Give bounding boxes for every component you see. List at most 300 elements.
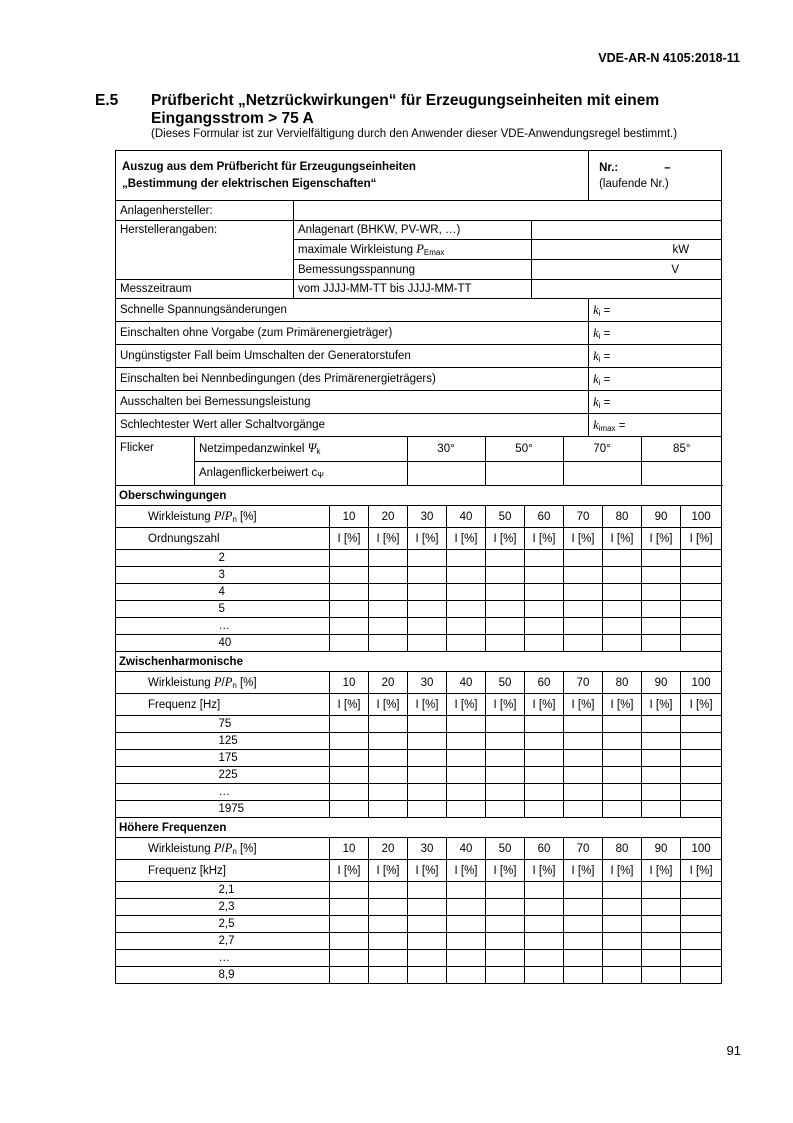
- measurement-cell[interactable]: [369, 882, 408, 899]
- measurement-cell[interactable]: [408, 801, 447, 818]
- measurement-cell[interactable]: [447, 733, 486, 750]
- order-label: 8,9: [201, 967, 330, 984]
- measurement-cell[interactable]: [486, 967, 525, 984]
- measurement-cell[interactable]: [447, 618, 486, 635]
- k-value-field[interactable]: $k_i$ =: [589, 368, 722, 391]
- flicker-coeff-30[interactable]: [407, 461, 485, 485]
- measurement-cell[interactable]: [603, 733, 642, 750]
- current-unit: I [%]: [330, 860, 369, 882]
- section-number: E.5: [95, 92, 119, 109]
- power-label: Wirkleistung $P/P_n$ [%]: [116, 672, 330, 694]
- table-row: [116, 916, 722, 933]
- measurement-cell[interactable]: [681, 950, 722, 967]
- measurement-cell[interactable]: [330, 618, 369, 635]
- section-note: (Dieses Formular ist zur Vervielfältigung durch den Anwender dieser VDE-Anwendungsregel bestimmt.): [151, 128, 678, 140]
- measurement-cell[interactable]: [447, 899, 486, 916]
- measurement-cell[interactable]: [330, 933, 369, 950]
- measurement-cell[interactable]: [564, 801, 603, 818]
- measurement-cell[interactable]: [642, 916, 681, 933]
- measurement-cell[interactable]: [408, 750, 447, 767]
- measurement-cell[interactable]: [642, 635, 681, 652]
- measurement-cell[interactable]: [681, 550, 722, 567]
- page-number: 91: [726, 1043, 741, 1058]
- measurement-cell[interactable]: [525, 899, 564, 916]
- measurement-cell[interactable]: [369, 801, 408, 818]
- power-step: 10: [330, 672, 369, 694]
- measurement-cell[interactable]: [525, 750, 564, 767]
- measurement-cell[interactable]: [330, 567, 369, 584]
- power-step: 100: [681, 672, 722, 694]
- measurement-cell[interactable]: [564, 784, 603, 801]
- measurement-cell[interactable]: [447, 801, 486, 818]
- measurement-cell[interactable]: [486, 916, 525, 933]
- current-unit: I [%]: [681, 694, 722, 716]
- order-label: …: [201, 784, 330, 801]
- measurement-cell[interactable]: [564, 750, 603, 767]
- measurement-cell[interactable]: [486, 784, 525, 801]
- order-label: 2,1: [201, 882, 330, 899]
- measurement-cell[interactable]: [525, 716, 564, 733]
- current-unit: I [%]: [642, 694, 681, 716]
- table-row: [116, 933, 722, 950]
- test-report-form: [115, 150, 721, 984]
- table-row: [116, 750, 722, 767]
- order-label: 2,3: [201, 899, 330, 916]
- k-value-field[interactable]: $k_{imax}$ =: [589, 414, 722, 437]
- k-value-field[interactable]: $k_i$ =: [589, 322, 722, 345]
- measurement-cell[interactable]: [525, 767, 564, 784]
- measurement-cell[interactable]: [603, 933, 642, 950]
- measurement-cell[interactable]: [681, 567, 722, 584]
- measurement-cell[interactable]: [447, 550, 486, 567]
- measurement-cell[interactable]: [369, 784, 408, 801]
- measurement-cell[interactable]: [603, 618, 642, 635]
- order-label: 75: [201, 716, 330, 733]
- max-power-field[interactable]: [532, 240, 722, 260]
- measurement-cell[interactable]: [525, 784, 564, 801]
- current-unit: I [%]: [642, 860, 681, 882]
- measurement-cell[interactable]: [408, 767, 447, 784]
- measurement-cell[interactable]: [681, 618, 722, 635]
- measurement-cell[interactable]: [486, 801, 525, 818]
- measurement-cell[interactable]: [330, 801, 369, 818]
- switching-event-label: Ungünstigster Fall beim Umschalten der Generatorstufen: [116, 345, 589, 368]
- measurement-cell[interactable]: [330, 784, 369, 801]
- measurement-cell[interactable]: [447, 916, 486, 933]
- measurement-cell[interactable]: [408, 899, 447, 916]
- plant-type-label: Anlagenart (BHKW, PV-WR, …): [294, 221, 532, 240]
- measurement-cell[interactable]: [525, 618, 564, 635]
- table-row: [116, 801, 722, 818]
- power-step: 20: [369, 506, 408, 528]
- current-unit: I [%]: [408, 528, 447, 550]
- measurement-cell[interactable]: [369, 618, 408, 635]
- measurement-cell[interactable]: [642, 784, 681, 801]
- measurement-cell[interactable]: [525, 733, 564, 750]
- measurement-cell[interactable]: [525, 950, 564, 967]
- table-row: [116, 618, 722, 635]
- measurement-cell[interactable]: [642, 750, 681, 767]
- manufacturer-field[interactable]: [294, 201, 722, 221]
- harmonics-table: [115, 485, 722, 984]
- measurement-cell[interactable]: [369, 967, 408, 984]
- measurement-cell[interactable]: [642, 899, 681, 916]
- measurement-cell[interactable]: [330, 635, 369, 652]
- measurement-cell[interactable]: [642, 882, 681, 899]
- measurement-cell[interactable]: [447, 567, 486, 584]
- measurement-cell[interactable]: [525, 916, 564, 933]
- measurement-cell[interactable]: [330, 716, 369, 733]
- grid-column-label: Frequenz [kHz]: [116, 860, 330, 882]
- measurement-cell[interactable]: [486, 933, 525, 950]
- flicker-coeff-50[interactable]: [485, 461, 563, 485]
- plant-type-field[interactable]: [532, 221, 722, 240]
- measurement-cell[interactable]: [603, 784, 642, 801]
- measurement-cell[interactable]: [681, 750, 722, 767]
- measurement-cell[interactable]: [525, 635, 564, 652]
- power-step: 20: [369, 672, 408, 694]
- measurement-cell[interactable]: [603, 567, 642, 584]
- table-row: [116, 584, 722, 601]
- document-id: VDE-AR-N 4105:2018-11: [598, 51, 740, 65]
- power-step: 100: [681, 838, 722, 860]
- grid-section-title: Oberschwingungen: [116, 486, 722, 506]
- measurement-cell[interactable]: [330, 733, 369, 750]
- measurement-cell[interactable]: [369, 550, 408, 567]
- measurement-cell[interactable]: [369, 601, 408, 618]
- switching-event-label: Einschalten ohne Vorgabe (zum Primärenergieträger): [116, 322, 589, 345]
- measurement-cell[interactable]: [564, 635, 603, 652]
- measurement-cell[interactable]: [603, 882, 642, 899]
- measurement-cell[interactable]: [603, 801, 642, 818]
- measurement-cell[interactable]: [642, 967, 681, 984]
- measurement-cell[interactable]: [564, 882, 603, 899]
- measurement-cell[interactable]: [369, 950, 408, 967]
- measurement-cell[interactable]: [525, 882, 564, 899]
- table-row: [116, 567, 722, 584]
- measurement-cell[interactable]: [486, 716, 525, 733]
- measurement-cell[interactable]: [408, 882, 447, 899]
- measurement-cell[interactable]: [330, 950, 369, 967]
- flicker-coeff-70[interactable]: [563, 461, 641, 485]
- switching-row: [116, 345, 722, 368]
- measurement-cell[interactable]: [486, 635, 525, 652]
- measurement-cell[interactable]: [642, 733, 681, 750]
- measurement-cell[interactable]: [681, 933, 722, 950]
- measurement-cell[interactable]: [486, 567, 525, 584]
- unit-row: [116, 528, 722, 550]
- measurement-cell[interactable]: [330, 767, 369, 784]
- measurement-cell[interactable]: [369, 733, 408, 750]
- table-row: [116, 967, 722, 984]
- measurement-cell[interactable]: [642, 767, 681, 784]
- measurement-cell[interactable]: [525, 550, 564, 567]
- power-step: 60: [525, 838, 564, 860]
- table-row: [116, 950, 722, 967]
- measurement-cell[interactable]: [681, 784, 722, 801]
- measurement-cell[interactable]: [408, 967, 447, 984]
- measurement-cell[interactable]: [330, 916, 369, 933]
- measurement-cell[interactable]: [486, 882, 525, 899]
- power-row: [116, 672, 722, 694]
- measurement-cell[interactable]: [603, 950, 642, 967]
- measurement-cell[interactable]: [642, 618, 681, 635]
- grid-section-heading-row: [116, 652, 722, 672]
- order-label: 3: [201, 567, 330, 584]
- power-step: 20: [369, 838, 408, 860]
- power-step: 100: [681, 506, 722, 528]
- measurement-cell[interactable]: [408, 550, 447, 567]
- measurement-cell[interactable]: [525, 933, 564, 950]
- current-unit: I [%]: [330, 694, 369, 716]
- measurement-cell[interactable]: [603, 584, 642, 601]
- k-value-field[interactable]: $k_i$ =: [589, 345, 722, 368]
- measurement-cell[interactable]: [681, 584, 722, 601]
- table-row: [116, 784, 722, 801]
- measurement-cell[interactable]: [447, 584, 486, 601]
- power-step: 90: [642, 672, 681, 694]
- measurement-cell[interactable]: [486, 550, 525, 567]
- current-unit: I [%]: [369, 528, 408, 550]
- measurement-cell[interactable]: [603, 601, 642, 618]
- measurement-cell[interactable]: [681, 801, 722, 818]
- grid-section-heading-row: [116, 818, 722, 838]
- measurement-cell[interactable]: [681, 635, 722, 652]
- measurement-period-label: Messzeitraum: [116, 280, 294, 299]
- order-label: 125: [201, 733, 330, 750]
- measurement-cell[interactable]: [603, 916, 642, 933]
- measurement-cell[interactable]: [330, 601, 369, 618]
- power-step: 30: [408, 672, 447, 694]
- section-title: Prüfbericht „Netzrückwirkungen“ für Erzeugungseinheiten mit einem Eingangsstrom > 75 A: [151, 92, 660, 127]
- measurement-cell[interactable]: [564, 550, 603, 567]
- measurement-cell[interactable]: [564, 933, 603, 950]
- grid-section-title: Höhere Frequenzen: [116, 818, 722, 838]
- measurement-cell[interactable]: [564, 767, 603, 784]
- measurement-cell[interactable]: [681, 882, 722, 899]
- current-unit: I [%]: [525, 528, 564, 550]
- measurement-cell[interactable]: [564, 967, 603, 984]
- measurement-cell[interactable]: [486, 950, 525, 967]
- current-unit: I [%]: [681, 860, 722, 882]
- measurement-cell[interactable]: [447, 967, 486, 984]
- rated-voltage-field[interactable]: [532, 260, 722, 280]
- measurement-cell[interactable]: [642, 716, 681, 733]
- current-unit: I [%]: [486, 860, 525, 882]
- order-label: 175: [201, 750, 330, 767]
- measurement-cell[interactable]: [603, 899, 642, 916]
- measurement-cell[interactable]: [486, 899, 525, 916]
- order-label: 2,7: [201, 933, 330, 950]
- current-unit: I [%]: [642, 528, 681, 550]
- measurement-cell[interactable]: [447, 750, 486, 767]
- current-unit: I [%]: [525, 694, 564, 716]
- report-number-sublabel: (laufende Nr.): [599, 177, 669, 190]
- measurement-period-field[interactable]: [532, 280, 722, 299]
- measurement-cell[interactable]: [408, 784, 447, 801]
- measurement-cell[interactable]: [564, 899, 603, 916]
- angle-30: 30°: [407, 437, 485, 461]
- power-step: 70: [564, 672, 603, 694]
- grid-column-label: Frequenz [Hz]: [116, 694, 330, 716]
- switching-event-label: Schlechtester Wert aller Schaltvorgänge: [116, 414, 589, 437]
- measurement-cell[interactable]: [564, 584, 603, 601]
- measurement-cell[interactable]: [642, 550, 681, 567]
- measurement-cell[interactable]: [447, 933, 486, 950]
- measurement-cell[interactable]: [369, 750, 408, 767]
- measurement-cell[interactable]: [603, 767, 642, 784]
- measurement-cell[interactable]: [681, 899, 722, 916]
- measurement-cell[interactable]: [486, 584, 525, 601]
- order-label: 40: [201, 635, 330, 652]
- measurement-cell[interactable]: [681, 967, 722, 984]
- measurement-cell[interactable]: [447, 950, 486, 967]
- power-step: 70: [564, 506, 603, 528]
- measurement-cell[interactable]: [642, 567, 681, 584]
- switching-row: [116, 299, 722, 322]
- table-row: [116, 733, 722, 750]
- angle-50: 50°: [485, 437, 563, 461]
- measurement-cell[interactable]: [681, 716, 722, 733]
- current-unit: I [%]: [486, 694, 525, 716]
- order-label: 2,5: [201, 916, 330, 933]
- current-unit: I [%]: [525, 860, 564, 882]
- measurement-cell[interactable]: [447, 635, 486, 652]
- measurement-cell[interactable]: [564, 601, 603, 618]
- measurement-cell[interactable]: [525, 567, 564, 584]
- measurement-cell[interactable]: [330, 550, 369, 567]
- measurement-cell[interactable]: [447, 882, 486, 899]
- measurement-cell[interactable]: [330, 899, 369, 916]
- power-step: 80: [603, 506, 642, 528]
- net-angle-label: Netzimpedanzwinkel $\Psi_k$: [195, 437, 407, 461]
- measurement-cell[interactable]: [408, 916, 447, 933]
- power-step: 80: [603, 672, 642, 694]
- report-box-title-line2: „Bestimmung der elektrischen Eigenschaften“: [122, 177, 377, 190]
- measurement-cell[interactable]: [369, 767, 408, 784]
- measurement-cell[interactable]: [408, 618, 447, 635]
- measurement-cell[interactable]: [369, 899, 408, 916]
- power-step: 30: [408, 838, 447, 860]
- measurement-cell[interactable]: [486, 767, 525, 784]
- current-unit: I [%]: [447, 860, 486, 882]
- power-step: 10: [330, 838, 369, 860]
- table-row: [116, 601, 722, 618]
- table-row: [116, 635, 722, 652]
- switching-event-label: Schnelle Spannungsänderungen: [116, 299, 589, 322]
- measurement-cell[interactable]: [447, 784, 486, 801]
- measurement-cell[interactable]: [642, 950, 681, 967]
- power-step: 40: [447, 672, 486, 694]
- measurement-cell[interactable]: [525, 584, 564, 601]
- measurement-cell[interactable]: [447, 716, 486, 733]
- measurement-cell[interactable]: [564, 618, 603, 635]
- measurement-cell[interactable]: [369, 635, 408, 652]
- power-step: 80: [603, 838, 642, 860]
- measurement-cell[interactable]: [369, 716, 408, 733]
- measurement-cell[interactable]: [369, 916, 408, 933]
- switching-row: [116, 414, 722, 437]
- measurement-cell[interactable]: [408, 716, 447, 733]
- power-step: 40: [447, 838, 486, 860]
- measurement-cell[interactable]: [408, 950, 447, 967]
- measurement-cell[interactable]: [330, 584, 369, 601]
- measurement-cell[interactable]: [486, 618, 525, 635]
- measurement-cell[interactable]: [603, 967, 642, 984]
- table-row: [116, 716, 722, 733]
- measurement-cell[interactable]: [642, 584, 681, 601]
- flicker-label: Flicker: [116, 437, 195, 486]
- measurement-cell[interactable]: [525, 601, 564, 618]
- measurement-cell[interactable]: [603, 716, 642, 733]
- measurement-cell[interactable]: [369, 933, 408, 950]
- current-unit: I [%]: [486, 528, 525, 550]
- measurement-cell[interactable]: [564, 916, 603, 933]
- measurement-cell[interactable]: [564, 950, 603, 967]
- measurement-cell[interactable]: [330, 750, 369, 767]
- measurement-cell[interactable]: [330, 967, 369, 984]
- measurement-cell[interactable]: [330, 882, 369, 899]
- measurement-cell[interactable]: [369, 584, 408, 601]
- current-unit: I [%]: [447, 528, 486, 550]
- measurement-cell[interactable]: [681, 601, 722, 618]
- measurement-cell[interactable]: [447, 601, 486, 618]
- measurement-cell[interactable]: [642, 601, 681, 618]
- measurement-cell[interactable]: [525, 801, 564, 818]
- measurement-cell[interactable]: [603, 550, 642, 567]
- k-value-field[interactable]: $k_i$ =: [589, 391, 722, 414]
- measurement-cell[interactable]: [642, 933, 681, 950]
- switching-row: [116, 322, 722, 345]
- measurement-cell[interactable]: [603, 750, 642, 767]
- current-unit: I [%]: [408, 860, 447, 882]
- flicker-coeff-85[interactable]: [641, 461, 722, 485]
- power-step: 10: [330, 506, 369, 528]
- measurement-cell[interactable]: [408, 733, 447, 750]
- k-value-field[interactable]: $k_i$ =: [589, 299, 722, 322]
- power-row: [116, 838, 722, 860]
- measurement-cell[interactable]: [564, 716, 603, 733]
- measurement-cell[interactable]: [408, 567, 447, 584]
- measurement-cell[interactable]: [681, 733, 722, 750]
- power-row: [116, 506, 722, 528]
- measurement-cell[interactable]: [642, 801, 681, 818]
- current-unit: I [%]: [369, 860, 408, 882]
- measurement-cell[interactable]: [564, 733, 603, 750]
- measurement-cell[interactable]: [408, 601, 447, 618]
- measurement-cell[interactable]: [408, 933, 447, 950]
- measurement-cell[interactable]: [486, 601, 525, 618]
- measurement-cell[interactable]: [408, 635, 447, 652]
- measurement-cell[interactable]: [564, 567, 603, 584]
- report-box-title: [116, 151, 589, 201]
- unit-kw: kW: [672, 243, 690, 256]
- order-label: …: [201, 618, 330, 635]
- measurement-cell[interactable]: [681, 767, 722, 784]
- measurement-cell[interactable]: [447, 767, 486, 784]
- report-number-cell[interactable]: [589, 151, 722, 201]
- measurement-cell[interactable]: [681, 916, 722, 933]
- measurement-cell[interactable]: [486, 733, 525, 750]
- switching-event-label: Ausschalten bei Bemessungsleistung: [116, 391, 589, 414]
- power-step: 50: [486, 838, 525, 860]
- measurement-cell[interactable]: [525, 967, 564, 984]
- power-step: 90: [642, 506, 681, 528]
- measurement-cell[interactable]: [603, 635, 642, 652]
- measurement-cell[interactable]: [369, 567, 408, 584]
- measurement-cell[interactable]: [486, 750, 525, 767]
- measurement-cell[interactable]: [408, 584, 447, 601]
